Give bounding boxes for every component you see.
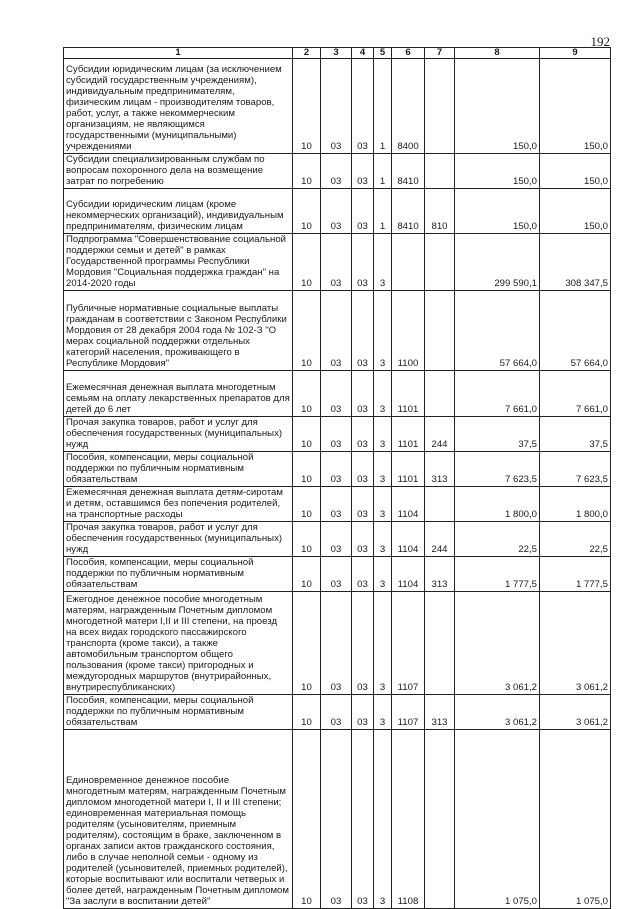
table-row — [64, 189, 611, 234]
table-row — [64, 487, 611, 522]
col-6-item: 1101 — [392, 371, 425, 417]
col-2-section: 10 — [293, 189, 321, 234]
col-9-amount: 3 061,2 — [540, 592, 611, 695]
col-8-amount: 7 661,0 — [455, 371, 540, 417]
col-4-program: 03 — [352, 452, 374, 487]
col-6-item: 1104 — [392, 522, 425, 557]
col-6-item: 8400 — [392, 59, 425, 154]
row-name: Ежегодное денежное пособие многодетным матерям, награжденным Почетным дипломом многодетной матери I,II и III степени, на проезд на всех видах городского пассажирского транспорта (кроме такси), а также автомобильным транспортом общего пользования (кроме такси) пригородных и междугородных маршрутов (внутрирайонных, внутриреспубликанских) — [64, 592, 293, 695]
col-8-amount: 1 777,5 — [455, 557, 540, 592]
row-name: Пособия, компенсации, меры социальной поддержки по публичным нормативным обязательствам — [64, 452, 293, 487]
col-7-expense-type — [425, 592, 455, 695]
col-2-section: 10 — [293, 417, 321, 452]
header-col-2: 2 — [293, 48, 321, 59]
col-2-section: 10 — [293, 154, 321, 189]
col-2-section: 10 — [293, 557, 321, 592]
col-7-expense-type — [425, 371, 455, 417]
table-row — [64, 522, 611, 557]
col-3-subsection: 03 — [321, 730, 352, 909]
col-6-item: 1101 — [392, 452, 425, 487]
col-2-section: 10 — [293, 234, 321, 291]
col-5-subprogram: 3 — [374, 234, 392, 291]
col-3-subsection: 03 — [321, 154, 352, 189]
col-5-subprogram: 3 — [374, 452, 392, 487]
col-7-expense-type: 313 — [425, 452, 455, 487]
col-5-subprogram: 1 — [374, 154, 392, 189]
col-7-expense-type — [425, 154, 455, 189]
col-6-item: 1104 — [392, 557, 425, 592]
col-4-program: 03 — [352, 417, 374, 452]
col-5-subprogram: 1 — [374, 59, 392, 154]
col-8-amount: 3 061,2 — [455, 695, 540, 730]
col-8-amount: 150,0 — [455, 189, 540, 234]
col-9-amount: 37,5 — [540, 417, 611, 452]
col-3-subsection: 03 — [321, 557, 352, 592]
table-row — [64, 154, 611, 189]
col-4-program: 03 — [352, 59, 374, 154]
table-header-row — [64, 48, 611, 59]
col-7-expense-type: 313 — [425, 557, 455, 592]
header-col-8: 8 — [455, 48, 540, 59]
budget-table — [63, 47, 611, 909]
col-8-amount: 7 623,5 — [455, 452, 540, 487]
col-3-subsection: 03 — [321, 522, 352, 557]
table-row — [64, 291, 611, 371]
col-8-amount: 1 800,0 — [455, 487, 540, 522]
row-name: Субсидии специализированным службам по вопросам похоронного дела на возмещение затрат по погребению — [64, 154, 293, 189]
col-3-subsection: 03 — [321, 695, 352, 730]
col-6-item: 1107 — [392, 695, 425, 730]
col-5-subprogram: 3 — [374, 730, 392, 909]
col-3-subsection: 03 — [321, 189, 352, 234]
col-7-expense-type — [425, 730, 455, 909]
col-2-section: 10 — [293, 371, 321, 417]
col-8-amount: 22,5 — [455, 522, 540, 557]
col-7-expense-type — [425, 487, 455, 522]
col-8-amount: 299 590,1 — [455, 234, 540, 291]
table-row — [64, 59, 611, 154]
table-row — [64, 730, 611, 909]
col-4-program: 03 — [352, 592, 374, 695]
col-9-amount: 1 075,0 — [540, 730, 611, 909]
row-name: Субсидии юридическим лицам (кроме некоммерческих организаций), индивидуальным предпринимателям, физическим лицам — [64, 189, 293, 234]
col-5-subprogram: 3 — [374, 557, 392, 592]
col-7-expense-type: 244 — [425, 522, 455, 557]
row-name: Пособия, компенсации, меры социальной поддержки по публичным нормативным обязательствам — [64, 695, 293, 730]
header-col-1: 1 — [64, 48, 293, 59]
col-7-expense-type — [425, 59, 455, 154]
col-3-subsection: 03 — [321, 487, 352, 522]
row-name: Подпрограмма "Совершенствование социальной поддержки семьи и детей" в рамках Государственной программы Республики Мордовия "Социальная поддержка граждан" на 2014-2020 годы — [64, 234, 293, 291]
col-9-amount: 1 777,5 — [540, 557, 611, 592]
col-2-section: 10 — [293, 452, 321, 487]
col-4-program: 03 — [352, 695, 374, 730]
row-name: Публичные нормативные социальные выплаты гражданам в соответствии с Законом Республики Мордовия от 28 декабря 2004 года № 102-З "О мерах социальной поддержки отдельных категорий населения, проживающего в Республике Мордовия" — [64, 291, 293, 371]
col-6-item: 1104 — [392, 487, 425, 522]
col-5-subprogram: 3 — [374, 522, 392, 557]
page-number: 192 — [590, 34, 610, 49]
col-9-amount: 150,0 — [540, 154, 611, 189]
col-5-subprogram: 3 — [374, 592, 392, 695]
col-4-program: 03 — [352, 234, 374, 291]
header-col-6: 6 — [392, 48, 425, 59]
col-5-subprogram: 3 — [374, 291, 392, 371]
col-6-item: 1107 — [392, 592, 425, 695]
col-7-expense-type: 810 — [425, 189, 455, 234]
row-name: Прочая закупка товаров, работ и услуг для обеспечения государственных (муниципальных) нужд — [64, 417, 293, 452]
col-2-section: 10 — [293, 730, 321, 909]
table-row — [64, 371, 611, 417]
col-8-amount: 57 664,0 — [455, 291, 540, 371]
col-3-subsection: 03 — [321, 371, 352, 417]
col-4-program: 03 — [352, 557, 374, 592]
col-9-amount: 3 061,2 — [540, 695, 611, 730]
col-3-subsection: 03 — [321, 452, 352, 487]
col-6-item — [392, 234, 425, 291]
row-name: Единовременное денежное пособие многодетным матерям, награжденным Почетным дипломом многодетной матери I, II и III степени; единовременная материальная помощь родителям (усыновителям, приемным родителям), состоящим в браке, заключенном в органах записи актов гражданского состояния, либо в случае неполной семьи - одному из родителей (усыновителей, приемных родителей), которые воспитывают или воспитали четверых и более детей, награжденным Почетным дипломом "За заслуги в воспитании детей" — [64, 730, 293, 909]
col-4-program: 03 — [352, 291, 374, 371]
col-3-subsection: 03 — [321, 417, 352, 452]
col-2-section: 10 — [293, 522, 321, 557]
col-5-subprogram: 3 — [374, 487, 392, 522]
col-9-amount: 22,5 — [540, 522, 611, 557]
col-3-subsection: 03 — [321, 59, 352, 154]
col-9-amount: 150,0 — [540, 59, 611, 154]
header-col-7: 7 — [425, 48, 455, 59]
col-7-expense-type — [425, 291, 455, 371]
col-8-amount: 150,0 — [455, 154, 540, 189]
col-7-expense-type — [425, 234, 455, 291]
header-col-3: 3 — [321, 48, 352, 59]
col-2-section: 10 — [293, 695, 321, 730]
table-row — [64, 557, 611, 592]
row-name: Ежемесячная денежная выплата детям-сиротам и детям, оставшимся без попечения родителей, на транспортные расходы — [64, 487, 293, 522]
col-5-subprogram: 3 — [374, 695, 392, 730]
table-row — [64, 417, 611, 452]
col-6-item: 1108 — [392, 730, 425, 909]
col-5-subprogram: 3 — [374, 371, 392, 417]
col-3-subsection: 03 — [321, 592, 352, 695]
col-5-subprogram: 1 — [374, 189, 392, 234]
col-6-item: 8410 — [392, 154, 425, 189]
col-2-section: 10 — [293, 592, 321, 695]
table-row — [64, 452, 611, 487]
col-8-amount: 37,5 — [455, 417, 540, 452]
col-2-section: 10 — [293, 59, 321, 154]
col-7-expense-type: 244 — [425, 417, 455, 452]
col-9-amount: 150,0 — [540, 189, 611, 234]
row-name: Субсидии юридическим лицам (за исключением субсидий государственным учреждениям), индивидуальным предпринимателям, физическим лицам - производителям товаров, работ, услуг, а также некоммерческим организациям, не являющимся государственными (муниципальными) учреждениями — [64, 59, 293, 154]
col-6-item: 8410 — [392, 189, 425, 234]
header-col-4: 4 — [352, 48, 374, 59]
col-8-amount: 3 061,2 — [455, 592, 540, 695]
col-9-amount: 308 347,5 — [540, 234, 611, 291]
col-8-amount: 1 075,0 — [455, 730, 540, 909]
col-6-item: 1100 — [392, 291, 425, 371]
table-row — [64, 592, 611, 695]
col-7-expense-type: 313 — [425, 695, 455, 730]
col-3-subsection: 03 — [321, 234, 352, 291]
col-2-section: 10 — [293, 487, 321, 522]
col-9-amount: 57 664,0 — [540, 291, 611, 371]
col-4-program: 03 — [352, 154, 374, 189]
col-9-amount: 7 661,0 — [540, 371, 611, 417]
col-9-amount: 7 623,5 — [540, 452, 611, 487]
col-4-program: 03 — [352, 487, 374, 522]
table-row — [64, 234, 611, 291]
row-name: Пособия, компенсации, меры социальной поддержки по публичным нормативным обязательствам — [64, 557, 293, 592]
table-row — [64, 695, 611, 730]
header-col-9: 9 — [540, 48, 611, 59]
col-6-item: 1101 — [392, 417, 425, 452]
col-4-program: 03 — [352, 522, 374, 557]
col-4-program: 03 — [352, 371, 374, 417]
col-2-section: 10 — [293, 291, 321, 371]
col-5-subprogram: 3 — [374, 417, 392, 452]
header-col-5: 5 — [374, 48, 392, 59]
col-3-subsection: 03 — [321, 291, 352, 371]
row-name: Прочая закупка товаров, работ и услуг для обеспечения государственных (муниципальных) нужд — [64, 522, 293, 557]
row-name: Ежемесячная денежная выплата многодетным семьям на оплату лекарственных препаратов для детей до 6 лет — [64, 371, 293, 417]
col-4-program: 03 — [352, 189, 374, 234]
col-9-amount: 1 800,0 — [540, 487, 611, 522]
col-8-amount: 150,0 — [455, 59, 540, 154]
col-4-program: 03 — [352, 730, 374, 909]
